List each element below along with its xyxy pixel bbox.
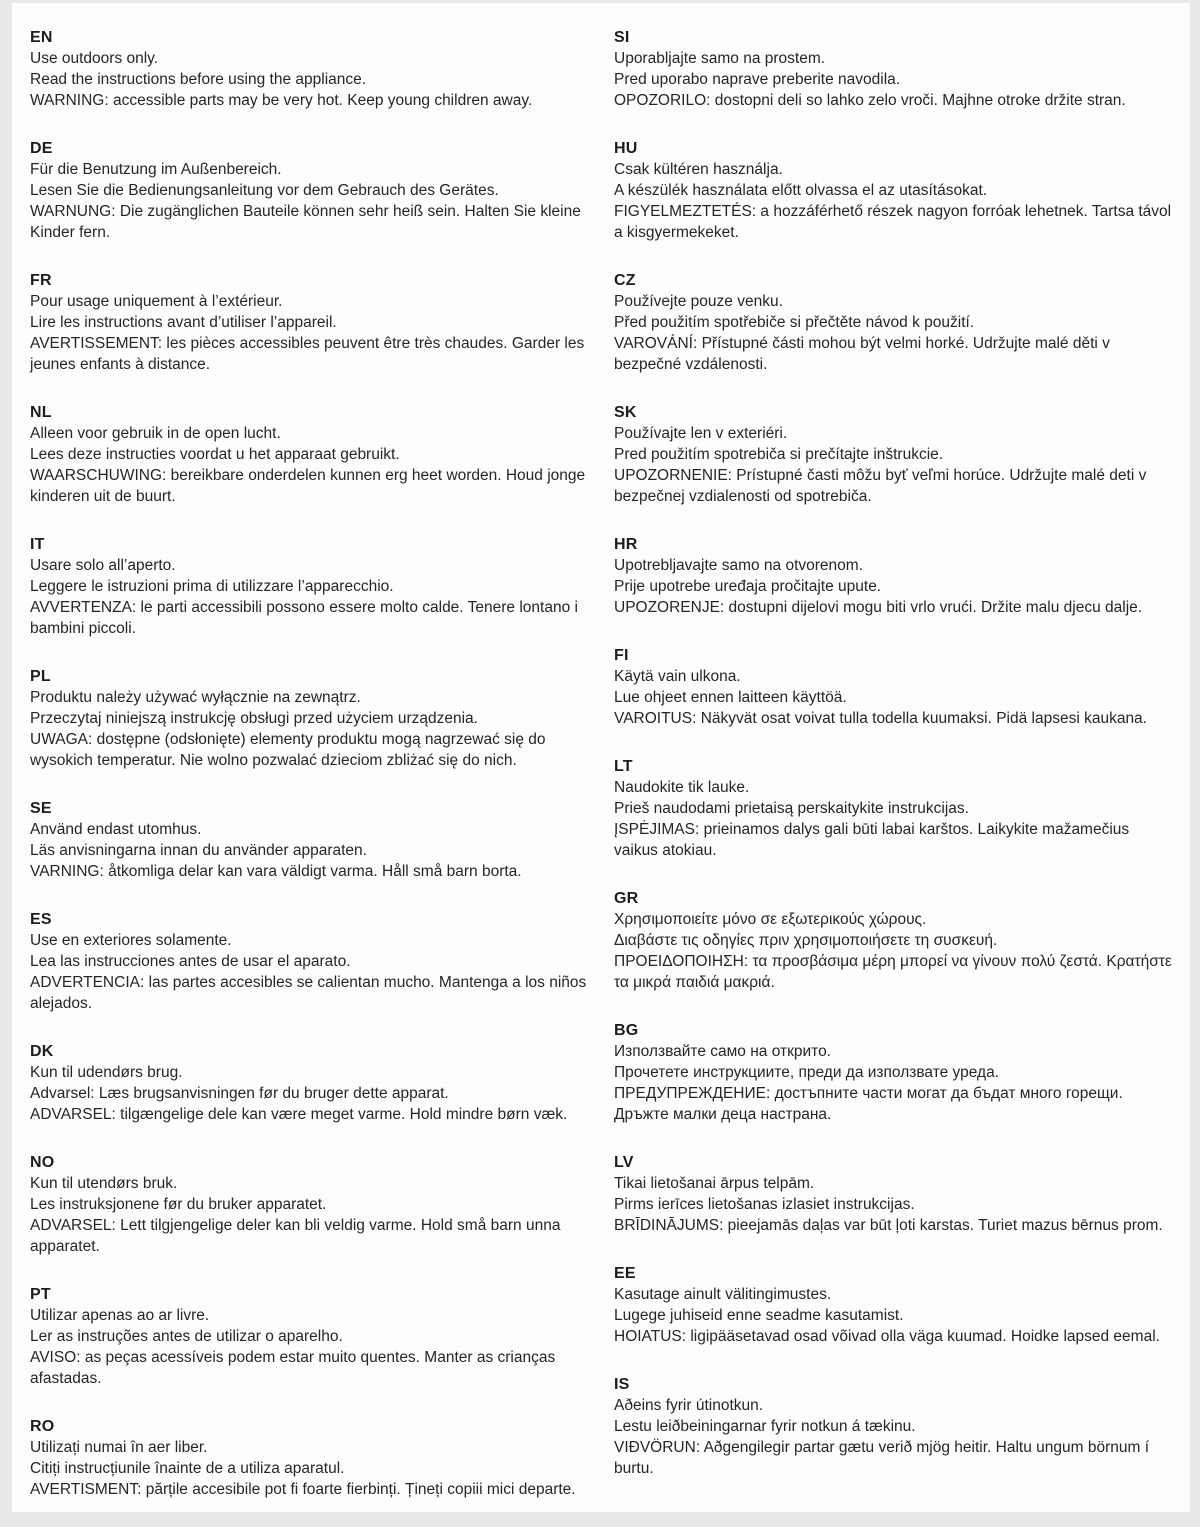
language-code: SI <box>614 29 630 46</box>
language-section-de <box>30 138 592 243</box>
instruction-line: Před použitím spotřebiče si přečtěte návod k použití. <box>614 314 975 331</box>
language-section-hu <box>614 138 1176 243</box>
warning-line: HOIATUS: ligipääsetavad osad võivad olla väga kuumad. Hoidke lapsed eemal. <box>614 1328 1160 1345</box>
language-code: ES <box>30 911 52 928</box>
language-section-cz <box>614 270 1176 375</box>
language-section-sk <box>614 402 1176 507</box>
instruction-line: Read the instructions before using the appliance. <box>30 71 367 88</box>
instruction-line: Pour usage uniquement à l’extérieur. <box>30 293 283 310</box>
instruction-line: Използвайте само на открито. <box>614 1043 831 1060</box>
language-code: SK <box>614 404 637 421</box>
language-code: IS <box>614 1376 630 1393</box>
instruction-line: Naudokite tik lauke. <box>614 779 750 796</box>
instruction-line: Prije upotrebe uređaja pročitajte upute. <box>614 578 882 595</box>
column-left <box>30 27 592 1527</box>
warning-line: ADVERTENCIA: las partes accesibles se calientan mucho. Mantenga a los niños alejados. <box>30 974 587 1012</box>
instruction-line: Citiți instrucțiunile înainte de a utiliza aparatul. <box>30 1460 345 1477</box>
language-code: DK <box>30 1043 54 1060</box>
instruction-line: Lue ohjeet ennen laitteen käyttöä. <box>614 689 847 706</box>
warning-line: AVERTISMENT: părțile accesibile pot fi foarte fierbinți. Țineți copiii mici departe. <box>30 1481 576 1498</box>
language-section-en <box>30 27 592 111</box>
language-section-se <box>30 798 592 882</box>
language-section-hr <box>614 534 1176 618</box>
language-code: HU <box>614 140 638 157</box>
warning-line: ADVARSEL: tilgængelige dele kan være meget varme. Hold mindre børn væk. <box>30 1106 568 1123</box>
instruction-line: Uporabljajte samo na prostem. <box>614 50 826 67</box>
language-section-it <box>30 534 592 639</box>
instruction-line: Utilizar apenas ao ar livre. <box>30 1307 210 1324</box>
warning-line: UPOZORNENIE: Prístupné časti môžu byť veľmi horúce. Udržujte malé deti v bezpečnej vzdialenosti od spotrebiča. <box>614 467 1147 505</box>
instruction-line: Lea las instrucciones antes de usar el aparato. <box>30 953 351 970</box>
language-section-fr <box>30 270 592 375</box>
language-section-dk <box>30 1041 592 1125</box>
language-section-si <box>614 27 1176 111</box>
instruction-line: Pirms ierīces lietošanas izlasiet instrukcijas. <box>614 1196 915 1213</box>
column-right <box>614 27 1176 1527</box>
warning-line: BRĪDINĀJUMS: pieejamās daļas var būt ļoti karstas. Turiet mazus bērnus prom. <box>614 1217 1163 1234</box>
language-code: PT <box>30 1286 51 1303</box>
warning-line: VAROITUS: Näkyvät osat voivat tulla todella kuumaksi. Pidä lapsesi kaukana. <box>614 710 1147 727</box>
warning-line: VARNING: åtkomliga delar kan vara väldigt varma. Håll små barn borta. <box>30 863 522 880</box>
instruction-line: Прочетете инструкциите, преди да използвате уреда. <box>614 1064 1000 1081</box>
instruction-line: Für die Benutzung im Außenbereich. <box>30 161 282 178</box>
language-section-fi <box>614 645 1176 729</box>
language-code: FI <box>614 647 629 664</box>
language-code: DE <box>30 140 53 157</box>
warning-line: VIÐVÖRUN: Aðgengilegir partar gætu verið mjög heitir. Haltu ungum börnum í burtu. <box>614 1439 1149 1477</box>
language-section-bg <box>614 1020 1176 1125</box>
instruction-line: Utilizați numai în aer liber. <box>30 1439 208 1456</box>
language-code: IT <box>30 536 45 553</box>
instruction-line: Use outdoors only. <box>30 50 159 67</box>
instruction-line: Lesen Sie die Bedienungsanleitung vor dem Gebrauch des Gerätes. <box>30 182 499 199</box>
instruction-line: Upotrebljavajte samo na otvorenom. <box>614 557 863 574</box>
language-section-lt <box>614 756 1176 861</box>
instruction-line: Läs anvisningarna innan du använder apparaten. <box>30 842 367 859</box>
language-code: SE <box>30 800 52 817</box>
instruction-line: Ler as instruções antes de utilizar o aparelho. <box>30 1328 343 1345</box>
warning-line: VAROVÁNÍ: Přístupné části mohou být velmi horké. Udržujte malé děti v bezpečné vzdálenosti. <box>614 335 1110 373</box>
language-code: EN <box>30 29 53 46</box>
instruction-line: Lugege juhiseid enne seadme kasutamist. <box>614 1307 904 1324</box>
warning-line: WARNUNG: Die zugänglichen Bauteile können sehr heiß sein. Halten Sie kleine Kinder fern. <box>30 203 581 241</box>
language-code: LV <box>614 1154 634 1171</box>
warning-line: WARNING: accessible parts may be very hot. Keep young children away. <box>30 92 533 109</box>
instruction-line: Käytä vain ulkona. <box>614 668 741 685</box>
language-section-pl <box>30 666 592 771</box>
warning-line: ΠΡΟΕΙΔΟΠΟΙΗΣΗ: τα προσβάσιμα μέρη μπορεί να γίνουν πολύ ζεστά. Κρατήστε τα μικρά παιδιά μακριά. <box>614 953 1172 991</box>
language-section-gr <box>614 888 1176 993</box>
language-code: PL <box>30 668 51 685</box>
warning-line: AVERTISSEMENT: les pièces accessibles peuvent être très chaudes. Garder les jeunes enfants à distance. <box>30 335 585 373</box>
language-code: NO <box>30 1154 55 1171</box>
language-section-lv <box>614 1152 1176 1236</box>
language-section-ro <box>30 1416 592 1500</box>
warning-line: ПРЕДУПРЕЖДЕНИЕ: достъпните части могат да бъдат много горещи. Дръжте малки деца настрана. <box>614 1085 1123 1123</box>
instruction-line: Alleen voor gebruik in de open lucht. <box>30 425 281 442</box>
instruction-line: Používajte len v exteriéri. <box>614 425 788 442</box>
instruction-line: Kasutage ainult välitingimustes. <box>614 1286 832 1303</box>
instruction-line: Lestu leiðbeiningarnar fyrir notkun á tækinu. <box>614 1418 916 1435</box>
warning-line: UPOZORENJE: dostupni dijelovi mogu biti vrlo vrući. Držite malu djecu dalje. <box>614 599 1143 616</box>
instruction-line: Les instruksjonene før du bruker apparatet. <box>30 1196 327 1213</box>
warning-line: AVVERTENZA: le parti accessibili possono essere molto calde. Tenere lontano i bambini piccoli. <box>30 599 578 637</box>
instruction-line: Use en exteriores solamente. <box>30 932 232 949</box>
instruction-line: Pred použitím spotrebiča si prečítajte inštrukcie. <box>614 446 944 463</box>
warning-line: WAARSCHUWING: bereikbare onderdelen kunnen erg heet worden. Houd jonge kinderen uit de buurt. <box>30 467 586 505</box>
instruction-line: Advarsel: Læs brugsanvisningen før du bruger dette apparat. <box>30 1085 449 1102</box>
instruction-line: A készülék használata előtt olvassa el az utasításokat. <box>614 182 988 199</box>
instruction-line: Prieš naudodami prietaisą perskaitykite instrukcijas. <box>614 800 969 817</box>
instruction-line: Usare solo all’aperto. <box>30 557 176 574</box>
instruction-line: Przeczytaj niniejszą instrukcję obsługi przed użyciem urządzenia. <box>30 710 478 727</box>
warning-line: UWAGA: dostępne (odsłonięte) elementy produktu mogą nagrzewać się do wysokich temperatur. Nie wolno pozwalać dzieciom zbliżać się do nich. <box>30 731 546 769</box>
language-code: CZ <box>614 272 636 289</box>
instruction-line: Aðeins fyrir útinotkun. <box>614 1397 764 1414</box>
instruction-line: Používejte pouze venku. <box>614 293 783 310</box>
instruction-line: Lire les instructions avant d’utiliser l’appareil. <box>30 314 337 331</box>
language-code: HR <box>614 536 638 553</box>
language-code: FR <box>30 272 52 289</box>
language-code: LT <box>614 758 633 775</box>
language-code: NL <box>30 404 52 421</box>
instruction-line: Pred uporabo naprave preberite navodila. <box>614 71 901 88</box>
multilingual-warnings-content <box>12 3 1190 1527</box>
instruction-line: Tikai lietošanai ārpus telpām. <box>614 1175 815 1192</box>
language-section-no <box>30 1152 592 1257</box>
warning-line: ADVARSEL: Lett tilgjengelige deler kan bli veldig varme. Hold små barn unna apparatet. <box>30 1217 561 1255</box>
instruction-line: Kun til utendørs bruk. <box>30 1175 178 1192</box>
warning-line: AVISO: as peças acessíveis podem estar muito quentes. Manter as crianças afastadas. <box>30 1349 556 1387</box>
language-section-pt <box>30 1284 592 1389</box>
instruction-line: Kun til udendørs brug. <box>30 1064 183 1081</box>
warning-line: OPOZORILO: dostopni deli so lahko zelo vroči. Majhne otroke držite stran. <box>614 92 1126 109</box>
instruction-line: Csak kültéren használja. <box>614 161 783 178</box>
instruction-line: Διαβάστε τις οδηγίες πριν χρησιμοποιήσετε τη συσκευή. <box>614 932 998 949</box>
instruction-line: Lees deze instructies voordat u het apparaat gebruikt. <box>30 446 400 463</box>
language-code: BG <box>614 1022 639 1039</box>
instruction-line: Produktu należy używać wyłącznie na zewnątrz. <box>30 689 361 706</box>
instruction-sheet-page <box>12 3 1190 1512</box>
warning-line: ĮSPĖJIMAS: prieinamos dalys gali būti labai karštos. Laikykite mažamečius vaikus atokiau. <box>614 821 1130 859</box>
instruction-line: Χρησιμοποιείτε μόνο σε εξωτερικούς χώρους. <box>614 911 927 928</box>
language-code: RO <box>30 1418 55 1435</box>
instruction-line: Använd endast utomhus. <box>30 821 202 838</box>
language-code: GR <box>614 890 639 907</box>
language-section-es <box>30 909 592 1014</box>
language-section-nl <box>30 402 592 507</box>
language-code: EE <box>614 1265 636 1282</box>
language-section-ee <box>614 1263 1176 1347</box>
instruction-line: Leggere le istruzioni prima di utilizzare l’apparecchio. <box>30 578 394 595</box>
warning-line: FIGYELMEZTETÉS: a hozzáférhető részek nagyon forróak lehetnek. Tartsa távol a kisgyermekeket. <box>614 203 1172 241</box>
language-section-is <box>614 1374 1176 1479</box>
